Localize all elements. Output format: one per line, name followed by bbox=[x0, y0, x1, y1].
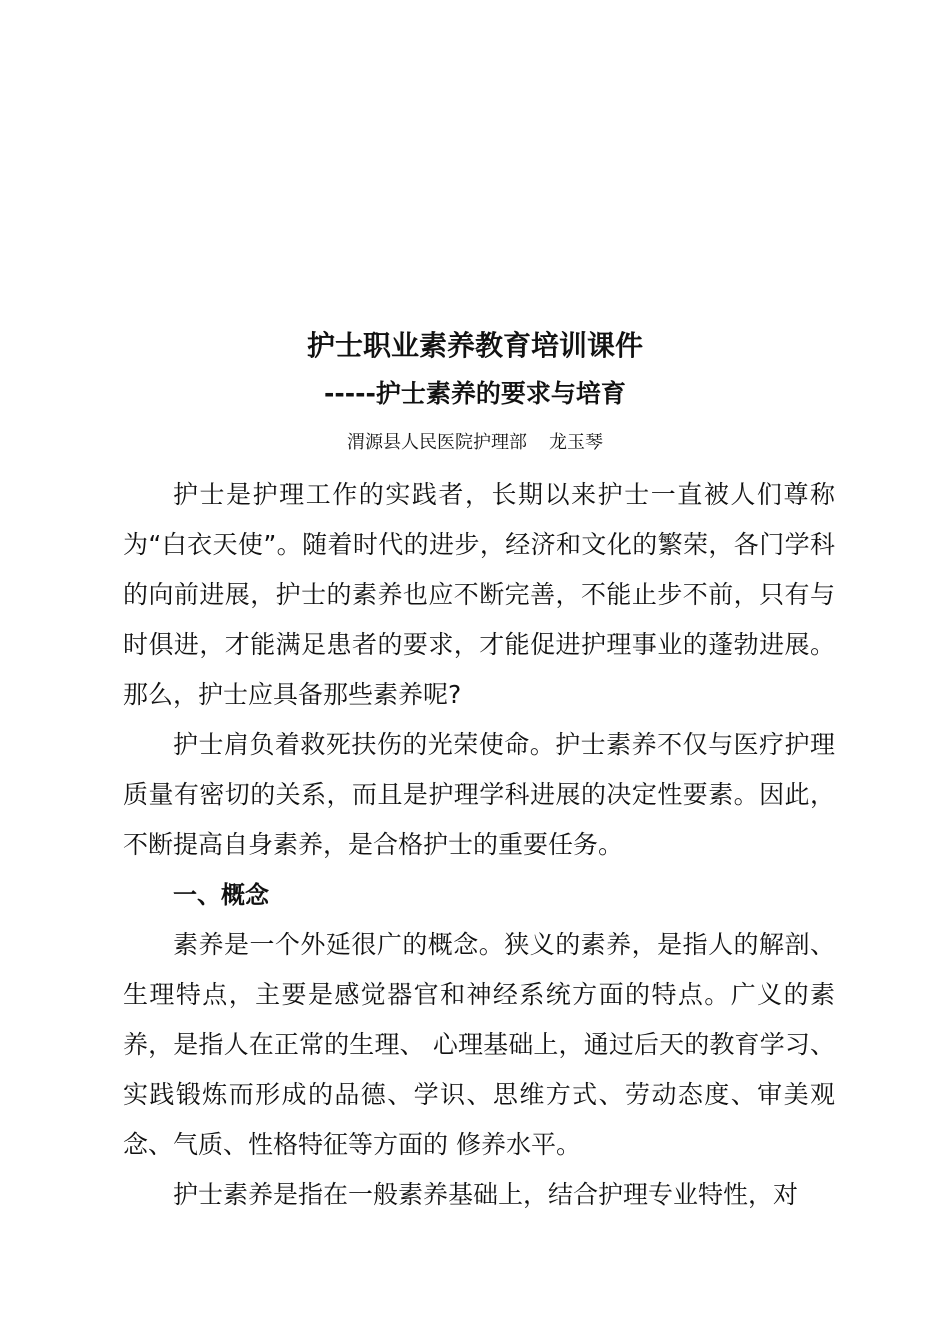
document-subtitle: -----护士素养的要求与培育 bbox=[324, 379, 626, 408]
section-heading: 一、概念 bbox=[173, 881, 269, 909]
author-name: 龙玉琴 bbox=[549, 432, 603, 453]
section-paragraph: 护士素养是指在一般素养基础上，结合护理专业特性，对 bbox=[173, 1180, 799, 1209]
document-body bbox=[123, 470, 835, 1220]
body-paragraph: 护士肩负着救死扶伤的光荣使命。护士素养不仅与医疗护理质量有密切的关系，而且是护理学科进展的决定性要素。因此，不断提高自身素养，是合格护士的重要任务。 bbox=[123, 730, 835, 859]
author-line bbox=[0, 430, 950, 456]
document-title: 护士职业素养教育培训课件 bbox=[306, 329, 643, 362]
author-org: 渭源县人民医院护理部 bbox=[347, 432, 527, 453]
body-paragraph: 护士是护理工作的实践者，长期以来护士一直被人们尊称为“白衣天使”。随着时代的进步，经济和文化的繁荣，各门学科的向前进展，护士的素养也应不断完善，不能止步不前，只有与时俱进，才能满足患者的要求，才能促进护理事业的蓬勃进展。那么，护士应具备那些素养呢? bbox=[123, 480, 835, 709]
section-paragraph: 素养是一个外延很广的概念。狭义的素养，是指人的解剖、生理特点，主要是感觉器官和神经系统方面的特点。广义的素养，是指人在正常的生理、 心理基础上，通过后天的教育学习、实践锻炼而形成的品德、学识、思维方式、劳动态度、审美观念、气质、性格特征等方面的 修养水平。 bbox=[123, 930, 835, 1159]
